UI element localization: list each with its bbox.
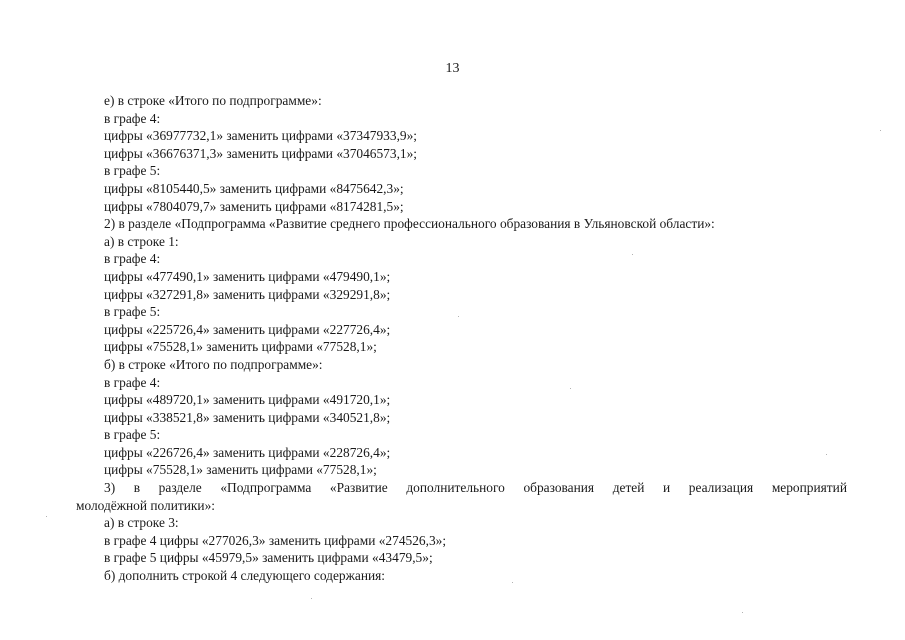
text-line: цифры «8105440,5» заменить цифрами «8475642,3»;: [104, 180, 404, 196]
text-line: цифры «36977732,1» заменить цифрами «37347933,9»;: [104, 128, 418, 144]
text-line-grafa-4: в графе 4:: [104, 110, 161, 126]
text-line: цифры «75528,1» заменить цифрами «77528,1»;: [104, 339, 377, 355]
text-line: цифры «226726,4» заменить цифрами «228726,4»;: [104, 444, 391, 460]
text-line: цифры «338521,8» заменить цифрами «340521,8»;: [104, 409, 391, 425]
text-line-a-row-1: а) в строке 1:: [104, 233, 179, 249]
scan-speck: [742, 612, 743, 613]
scan-speck: [311, 598, 312, 599]
text-line: цифры «327291,8» заменить цифрами «329291,8»;: [104, 286, 391, 302]
text-line: цифры «7804079,7» заменить цифрами «8174281,5»;: [104, 198, 404, 214]
text-line-section-3: 3) в разделе «Подпрограмма «Развитие дополнительного образования детей и реализация мероприятий: [104, 480, 847, 496]
text-line-e-itogo: е) в строке «Итого по подпрограмме»:: [104, 93, 322, 108]
text-line-grafa-5: в графе 5:: [104, 163, 161, 179]
text-line-a-row-3: а) в строке 3:: [104, 515, 179, 531]
document-body: [0, 92, 905, 585]
text-line-b-add-row-4: б) дополнить строкой 4 следующего содержания:: [104, 568, 386, 584]
page-number: 13: [445, 61, 460, 76]
text-line: цифры «75528,1» заменить цифрами «77528,1»;: [104, 462, 377, 478]
text-line-section-2: 2) в разделе «Подпрограмма «Развитие среднего профессионального образования в Ульяновской области»:: [104, 216, 715, 232]
text-line-grafa-5: в графе 5:: [104, 304, 161, 320]
text-line: цифры «36676371,3» заменить цифрами «37046573,1»;: [104, 145, 418, 161]
text-line-grafa-5: в графе 5:: [104, 427, 161, 443]
text-line: в графе 5 цифры «45979,5» заменить цифрами «43479,5»;: [104, 550, 433, 566]
text-line: цифры «225726,4» заменить цифрами «227726,4»;: [104, 321, 391, 337]
text-line: цифры «489720,1» заменить цифрами «491720,1»;: [104, 392, 391, 408]
text-line-b-itogo: б) в строке «Итого по подпрограмме»:: [104, 356, 323, 372]
text-line-grafa-4: в графе 4:: [104, 374, 161, 390]
text-line: в графе 4 цифры «277026,3» заменить цифрами «274526,3»;: [104, 532, 447, 548]
text-line-section-3-cont: молодёжной политики»:: [76, 497, 216, 513]
text-line-grafa-4: в графе 4:: [104, 251, 161, 267]
text-line: цифры «477490,1» заменить цифрами «479490,1»;: [104, 268, 391, 284]
